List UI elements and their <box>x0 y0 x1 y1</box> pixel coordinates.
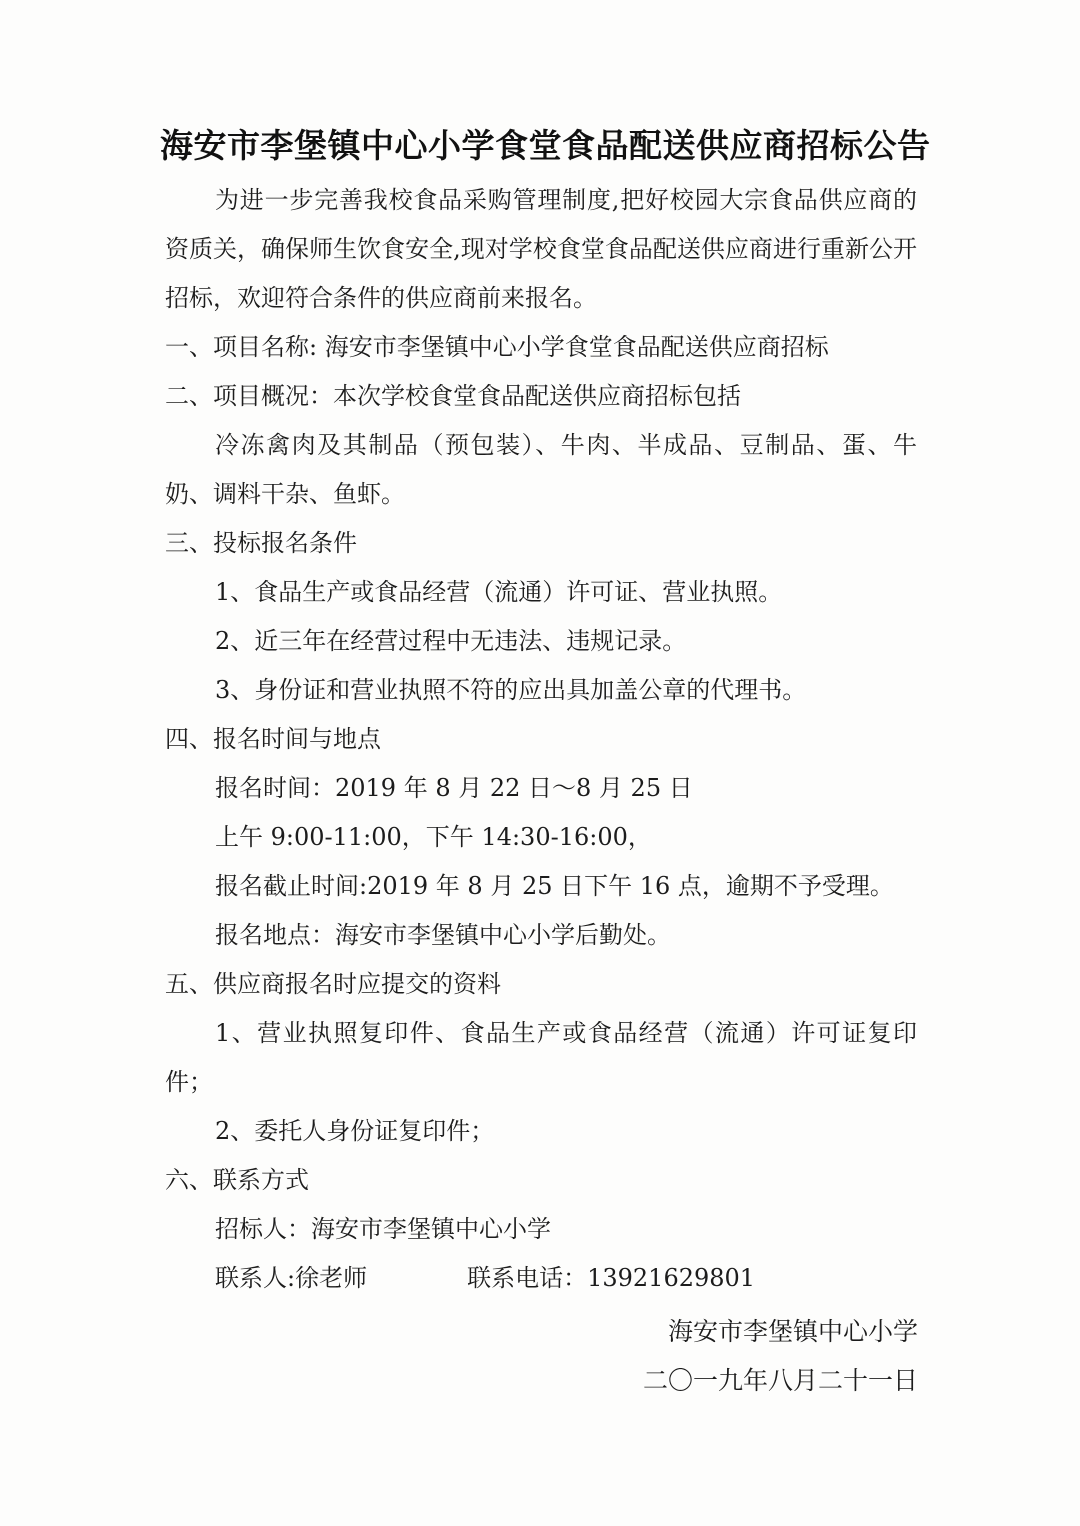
document-body <box>165 176 917 1303</box>
document-title: 海安市李堡镇中心小学食堂食品配送供应商招标公告 <box>160 126 931 165</box>
contact-phone: 联系电话：13921629801 <box>467 1264 756 1292</box>
section-1-project-name: 一、项目名称: 海安市李堡镇中心小学食堂食品配送供应商招标 <box>165 333 829 361</box>
section-4-hours: 上午 9:00-11:00，下午 14:30-16:00， <box>215 823 652 851</box>
intro-paragraph: 为进一步完善我校食品采购管理制度,把好校园大宗食品供应商的资质关，确保师生饮食安全,现对学校食堂食品配送供应商进行重新公开招标，欢迎符合条件的供应商前来报名。 <box>165 186 917 312</box>
section-4-deadline: 报名截止时间:2019 年 8 月 25 日下午 16 点，逾期不予受理。 <box>215 872 894 900</box>
section-6-heading: 六、联系方式 <box>165 1166 309 1194</box>
signature-date: 二〇一九年八月二十一日 <box>642 1366 918 1395</box>
section-3-item-2: 2、近三年在经营过程中无违法、违规记录。 <box>215 627 687 655</box>
section-6-tenderer: 招标人：海安市李堡镇中心小学 <box>215 1215 551 1243</box>
section-2-heading: 二、项目概况：本次学校食堂食品配送供应商招标包括 <box>165 382 741 410</box>
section-4-location: 报名地点：海安市李堡镇中心小学后勤处。 <box>215 921 671 949</box>
signature-organization: 海安市李堡镇中心小学 <box>667 1317 918 1346</box>
contact-person: 联系人:徐老师 <box>215 1264 368 1292</box>
section-5-item-1: 1、营业执照复印件、食品生产或食品经营（流通）许可证复印件； <box>165 1019 917 1096</box>
section-4-registration-time: 报名时间：2019 年 8 月 22 日～8 月 25 日 <box>215 774 693 802</box>
section-3-item-1: 1、食品生产或食品经营（流通）许可证、营业执照。 <box>215 578 783 606</box>
section-6-contact-line <box>165 1254 917 1303</box>
section-5-heading: 五、供应商报名时应提交的资料 <box>165 970 501 998</box>
section-5-item-2: 2、委托人身份证复印件； <box>215 1117 495 1145</box>
section-3-item-3: 3、身份证和营业执照不符的应出具加盖公章的代理书。 <box>215 676 807 704</box>
section-3-heading: 三、投标报名条件 <box>165 529 357 557</box>
section-4-heading: 四、报名时间与地点 <box>165 725 381 753</box>
section-2-detail: 冷冻禽肉及其制品（预包装）、牛肉、半成品、豆制品、蛋、牛奶、调料干杂、鱼虾。 <box>165 431 917 508</box>
